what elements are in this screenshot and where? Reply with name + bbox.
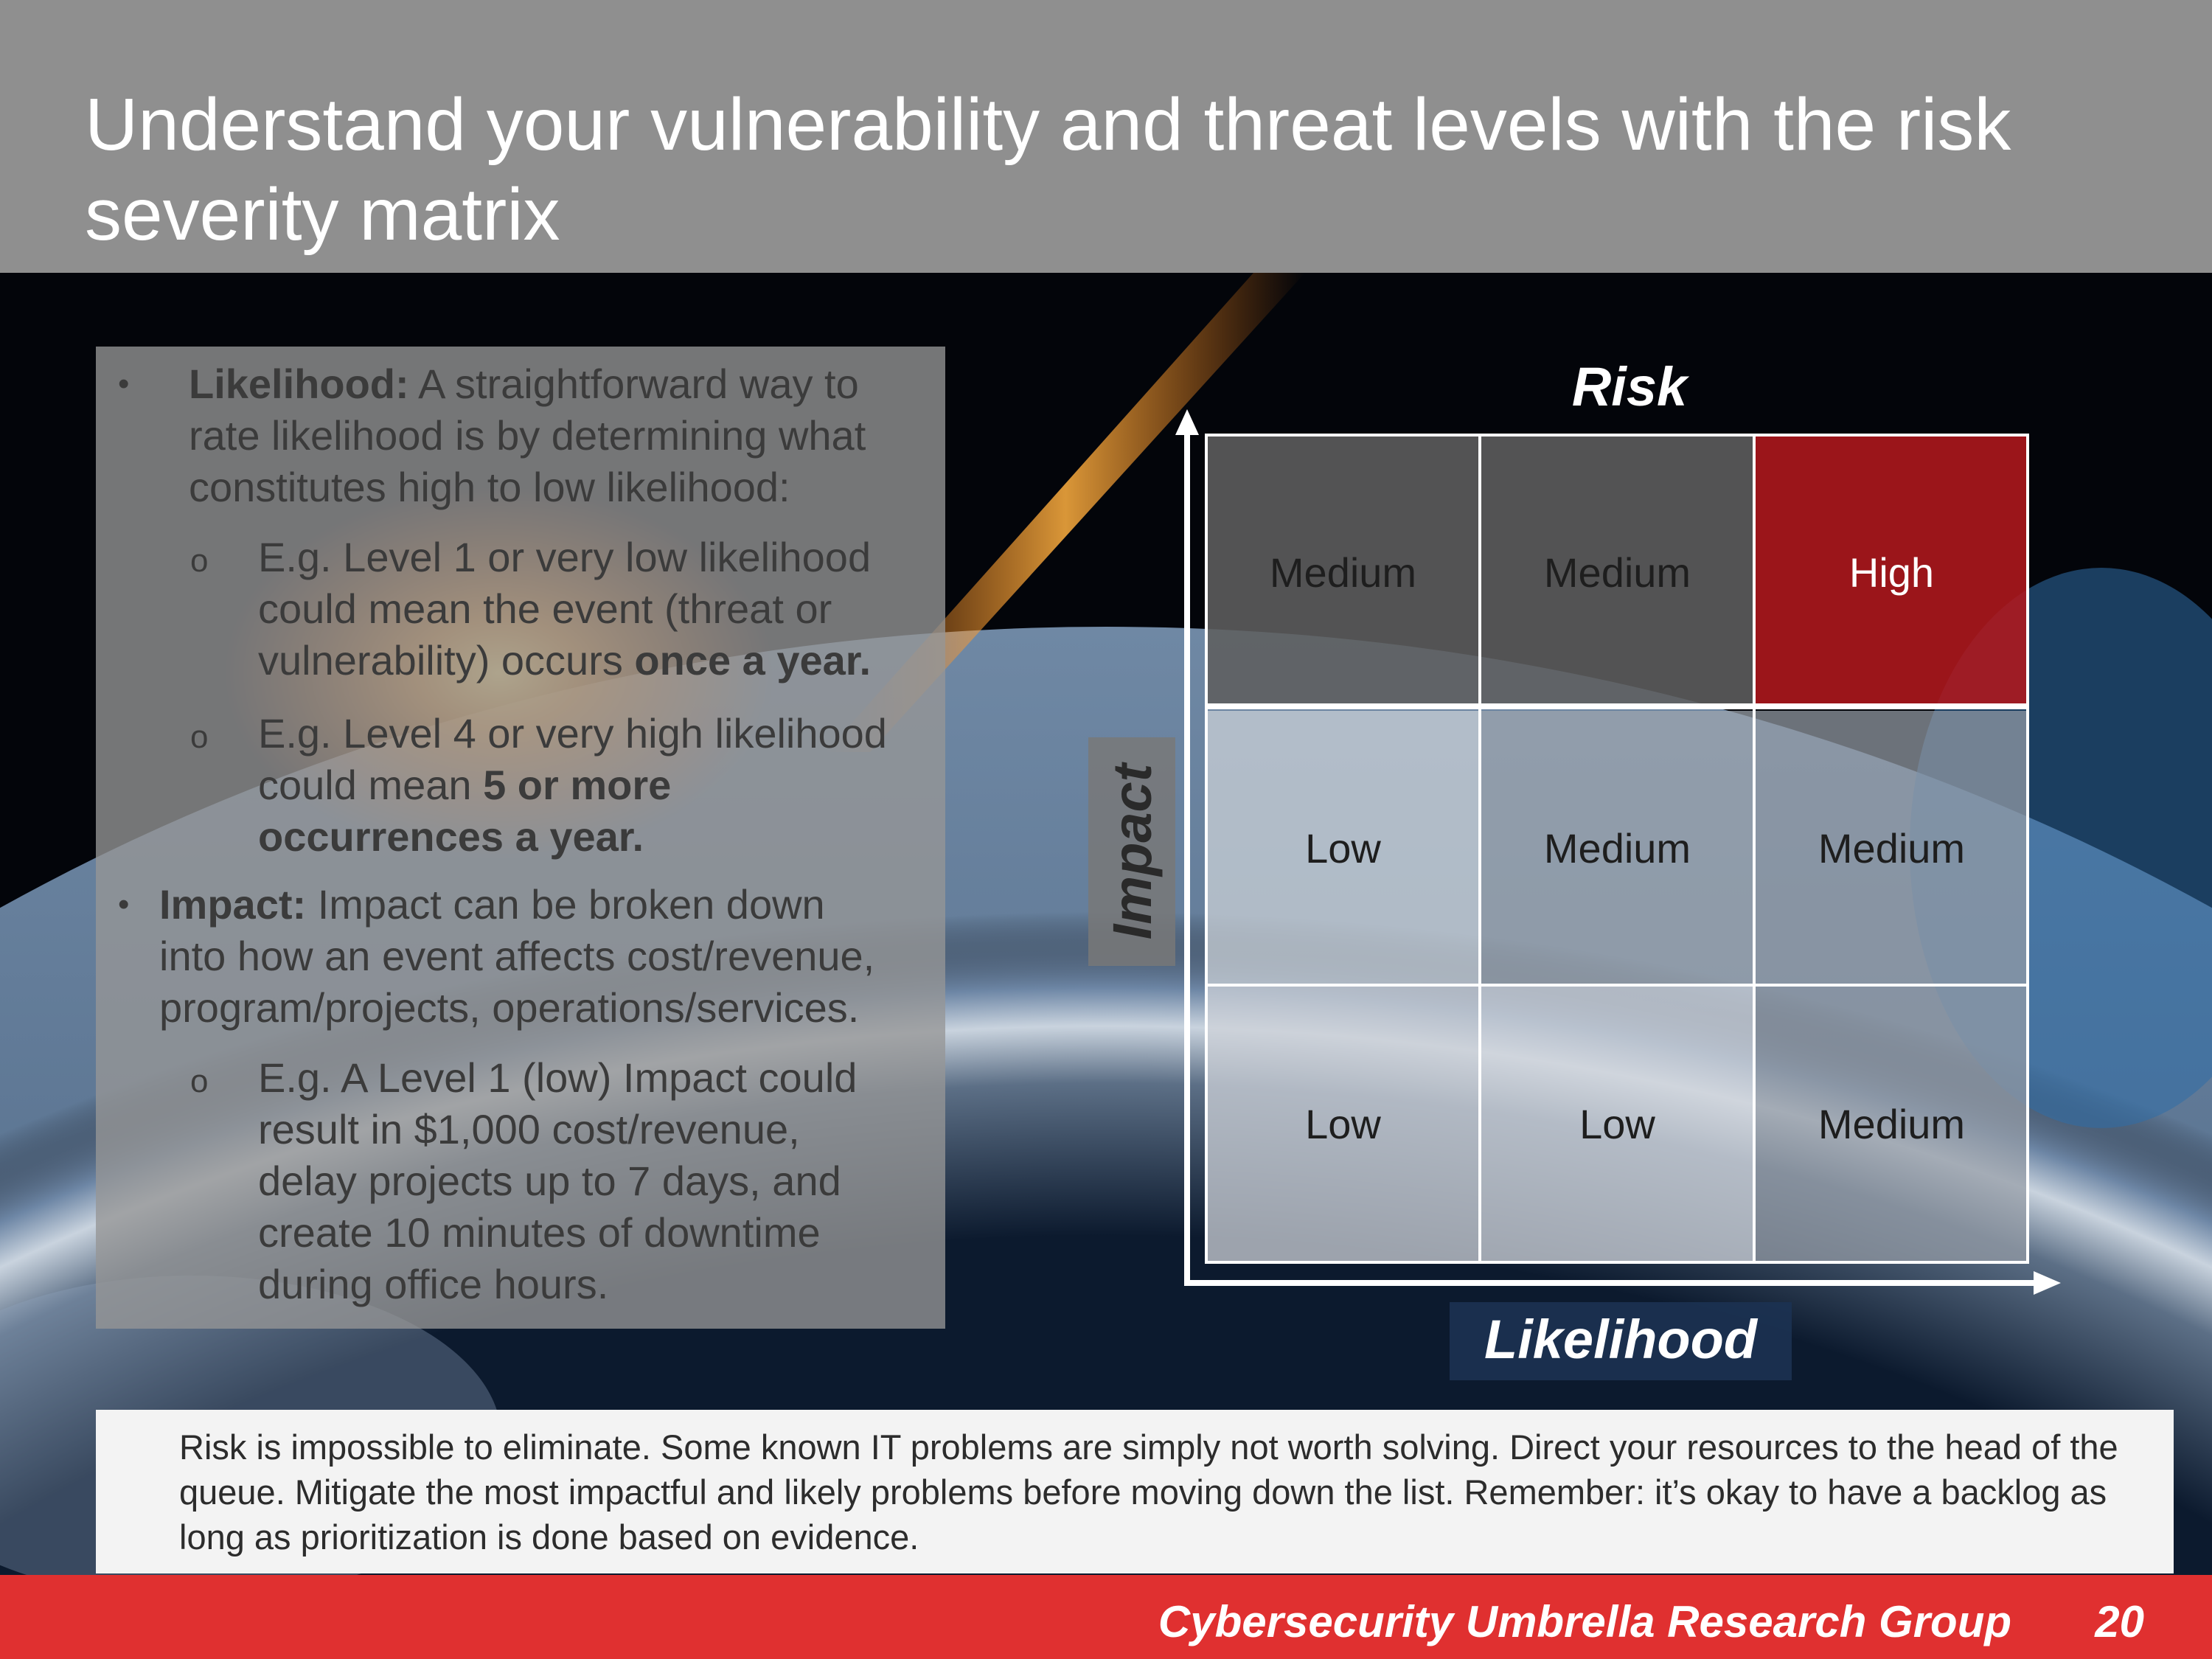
matrix-grid-line bbox=[1478, 434, 1481, 1264]
impact-example-line-1: E.g. A Level 1 (low) Impact could bbox=[258, 1054, 858, 1101]
sub-bullet-marker: o bbox=[190, 1063, 209, 1099]
slide-title-line-1: Understand your vulnerability and threat levels with the risk bbox=[85, 83, 2011, 166]
page-number: 20 bbox=[2095, 1597, 2144, 1646]
matrix-cell-r3-c1: Low bbox=[1206, 987, 1480, 1261]
matrix-cell-r1-c3: High bbox=[1755, 435, 2028, 709]
impact-example-line-4: create 10 minutes of downtime bbox=[258, 1209, 821, 1256]
likelihood-line-1: Likelihood: A straightforward way to bbox=[189, 361, 859, 407]
matrix-cell-r1-c2: Medium bbox=[1481, 435, 1754, 709]
matrix-cell-r1-c1: Medium bbox=[1206, 435, 1480, 709]
matrix-grid-line bbox=[1205, 984, 2029, 987]
matrix-cell-r3-c2: Low bbox=[1481, 987, 1754, 1261]
bullet-marker: • bbox=[118, 366, 130, 402]
likelihood-example-2-bold-1: 5 or more bbox=[483, 762, 672, 808]
impact-line-2: into how an event affects cost/revenue, bbox=[159, 933, 875, 979]
bullet-marker: • bbox=[118, 886, 130, 922]
likelihood-label: Likelihood: bbox=[189, 361, 409, 407]
slide-title bbox=[85, 80, 2135, 260]
matrix-cell-r3-c3: Medium bbox=[1755, 987, 2028, 1261]
likelihood-example-2-bold-2: occurrences a year. bbox=[258, 813, 644, 860]
matrix-cell-r2-c1: Low bbox=[1206, 711, 1480, 985]
matrix-cell-r2-c3: Medium bbox=[1755, 711, 2028, 985]
sub-bullet-marker: o bbox=[190, 719, 209, 755]
likelihood-example-2-line-2: could mean 5 or more bbox=[258, 762, 672, 808]
likelihood-line-2: rate likelihood is by determining what bbox=[189, 412, 866, 459]
impact-axis-label: Impact bbox=[1102, 763, 1163, 940]
matrix-grid-line bbox=[1205, 434, 2029, 437]
likelihood-axis-label: Likelihood bbox=[1484, 1309, 1757, 1370]
likelihood-example-2-line-1: E.g. Level 4 or very high likelihood bbox=[258, 710, 887, 757]
likelihood-line-3: constitutes high to low likelihood: bbox=[189, 464, 790, 510]
note-text: Risk is impossible to eliminate. Some known IT problems are simply not worth solving. Direct your resources to the head of the queue. Mitigate the most impactful and likely problems before moving down the list. Remember: it’s okay to have a backlog as long as prioritization is done based on evidence. bbox=[179, 1427, 2118, 1557]
likelihood-example-1-line-3: vulnerability) occurs once a year. bbox=[258, 637, 872, 684]
impact-label: Impact: bbox=[159, 881, 307, 928]
slide-title-line-2: severity matrix bbox=[85, 173, 560, 256]
impact-example-line-5: during office hours. bbox=[258, 1261, 609, 1307]
matrix-grid-line bbox=[1205, 1261, 2029, 1264]
footer-organization: Cybersecurity Umbrella Research Group bbox=[1158, 1597, 2011, 1646]
matrix-cell-r2-c2: Medium bbox=[1481, 711, 1754, 985]
matrix-grid-line bbox=[1753, 434, 1756, 1264]
sub-bullet-marker: o bbox=[190, 543, 209, 579]
matrix-grid-line bbox=[1205, 434, 1208, 1264]
likelihood-example-1-line-2: could mean the event (threat or bbox=[258, 585, 832, 632]
likelihood-example-1-line-1: E.g. Level 1 or very low likelihood bbox=[258, 534, 872, 580]
impact-example-line-2: result in $1,000 cost/revenue, bbox=[258, 1106, 800, 1152]
matrix-grid-line bbox=[2026, 434, 2029, 1264]
likelihood-example-1-bold: once a year. bbox=[634, 637, 872, 684]
impact-line-3: program/projects, operations/services. bbox=[159, 984, 860, 1031]
impact-line-1: Impact: Impact can be broken down bbox=[159, 881, 825, 928]
matrix-title: Risk bbox=[1571, 356, 1688, 417]
matrix-grid-line bbox=[1205, 703, 2029, 709]
impact-example-line-3: delay projects up to 7 days, and bbox=[258, 1158, 841, 1204]
likelihood-example-2-line-3 bbox=[258, 811, 644, 863]
